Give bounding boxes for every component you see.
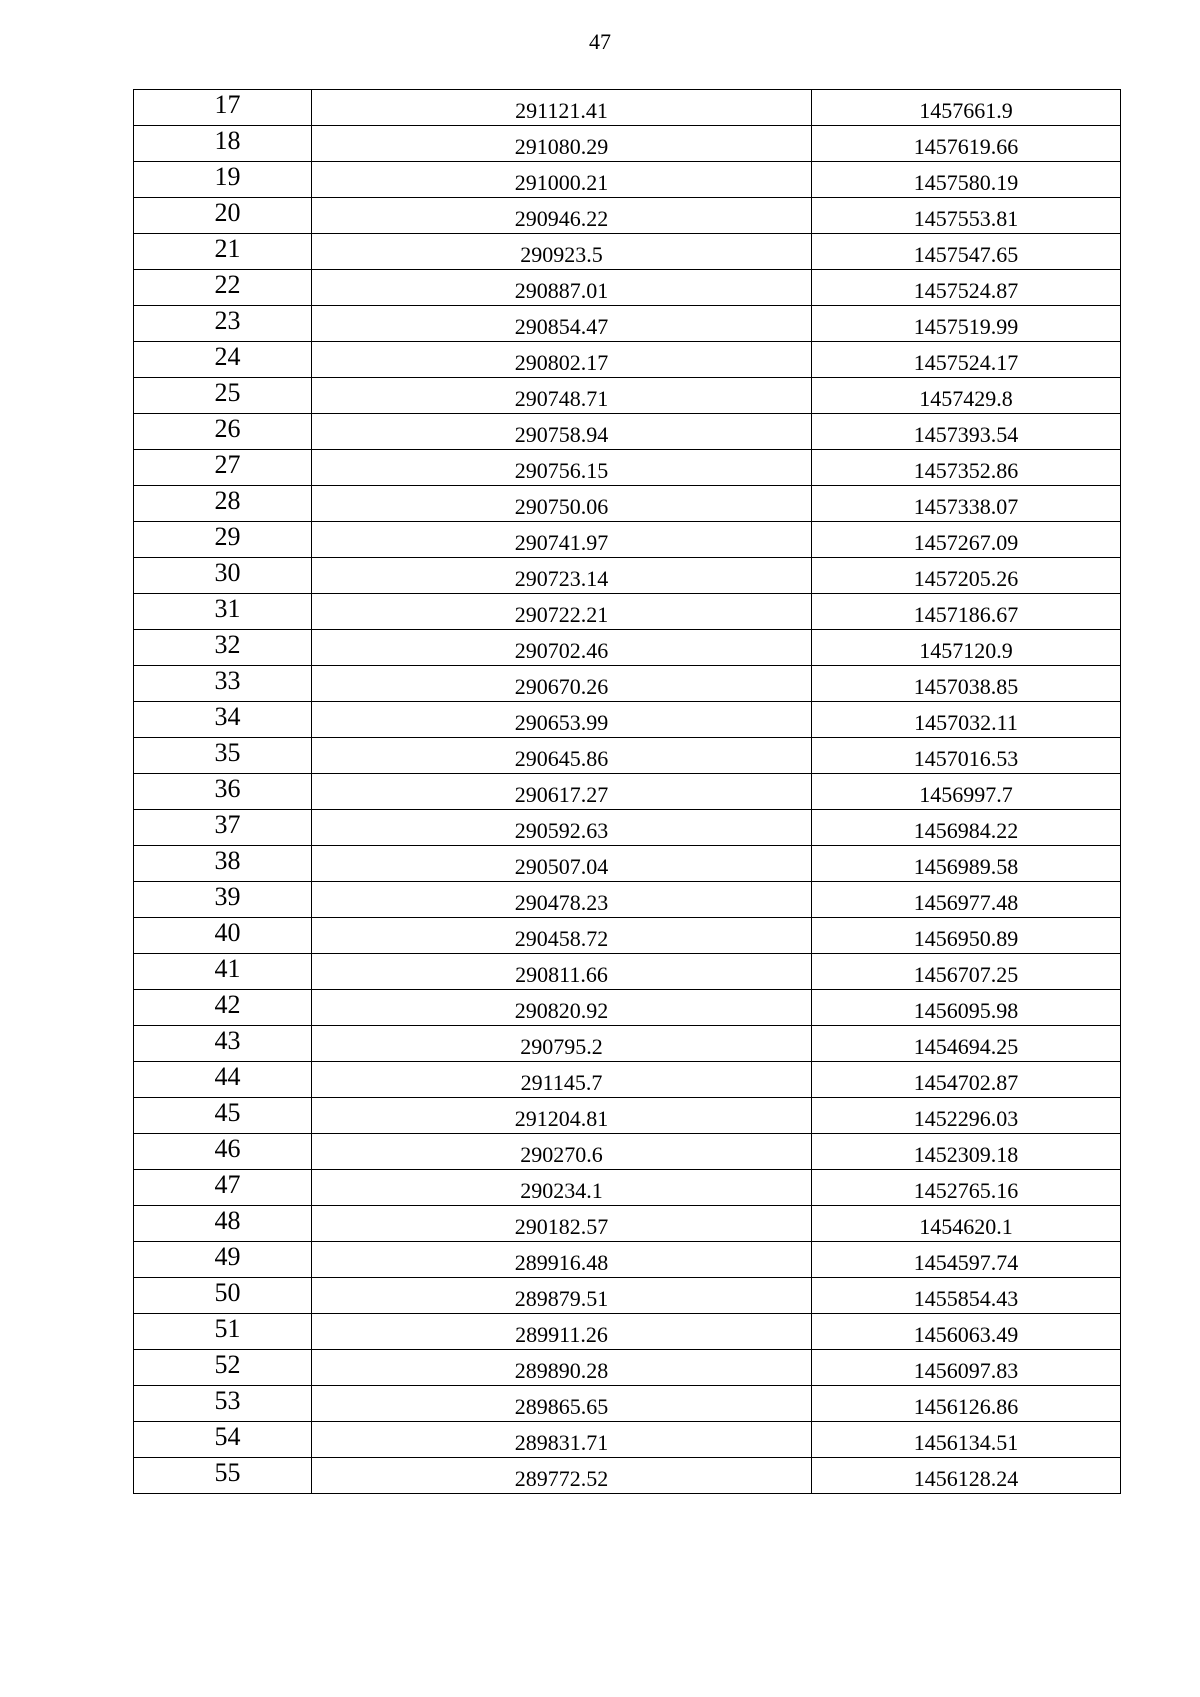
y-coordinate-cell-text: 1456984.22	[913, 818, 1019, 843]
y-coordinate-cell-text: 1454620.1	[919, 1214, 1013, 1239]
x-coordinate-cell	[312, 306, 812, 342]
table-row	[134, 738, 1121, 774]
table-row	[134, 918, 1121, 954]
table-row	[134, 990, 1121, 1026]
x-coordinate-cell	[312, 486, 812, 522]
y-coordinate-cell	[812, 90, 1121, 126]
point-number-cell	[134, 270, 312, 306]
y-coordinate-cell-text: 1456126.86	[913, 1394, 1019, 1419]
point-number-cell	[134, 486, 312, 522]
y-coordinate-cell-text: 1457619.66	[913, 134, 1019, 159]
x-coordinate-cell-text: 290748.71	[514, 386, 609, 411]
x-coordinate-cell-text: 289865.65	[514, 1394, 609, 1419]
point-number-cell-text: 47	[214, 1170, 241, 1199]
y-coordinate-cell	[812, 1242, 1121, 1278]
y-coordinate-cell-text: 1456977.48	[913, 890, 1019, 915]
table-row	[134, 522, 1121, 558]
x-coordinate-cell	[312, 702, 812, 738]
y-coordinate-cell-text: 1457120.9	[919, 638, 1013, 663]
point-number-cell-text: 33	[214, 666, 241, 695]
point-number-cell	[134, 666, 312, 702]
point-number-cell	[134, 1350, 312, 1386]
y-coordinate-cell-text: 1454702.87	[913, 1070, 1019, 1095]
point-number-cell	[134, 234, 312, 270]
x-coordinate-cell-text: 290270.6	[520, 1142, 603, 1167]
x-coordinate-cell	[312, 1278, 812, 1314]
x-coordinate-cell-text: 291204.81	[514, 1106, 609, 1131]
y-coordinate-cell	[812, 1314, 1121, 1350]
y-coordinate-cell	[812, 666, 1121, 702]
y-coordinate-cell	[812, 1170, 1121, 1206]
table-row	[134, 1062, 1121, 1098]
y-coordinate-cell	[812, 846, 1121, 882]
x-coordinate-cell	[312, 810, 812, 846]
point-number-cell-text: 39	[214, 882, 241, 911]
point-number-cell	[134, 1386, 312, 1422]
x-coordinate-cell	[312, 522, 812, 558]
y-coordinate-cell	[812, 558, 1121, 594]
y-coordinate-cell-text: 1452765.16	[913, 1178, 1019, 1203]
point-number-cell-text: 24	[214, 342, 241, 371]
x-coordinate-cell	[312, 882, 812, 918]
y-coordinate-cell-text: 1457429.8	[919, 386, 1013, 411]
x-coordinate-cell	[312, 1422, 812, 1458]
x-coordinate-cell-text: 290645.86	[514, 746, 609, 771]
y-coordinate-cell	[812, 198, 1121, 234]
point-number-cell	[134, 1062, 312, 1098]
x-coordinate-cell	[312, 594, 812, 630]
y-coordinate-cell-text: 1454597.74	[913, 1250, 1019, 1275]
x-coordinate-cell	[312, 90, 812, 126]
y-coordinate-cell	[812, 234, 1121, 270]
point-number-cell	[134, 342, 312, 378]
x-coordinate-cell	[312, 198, 812, 234]
point-number-cell	[134, 1242, 312, 1278]
y-coordinate-cell	[812, 1458, 1121, 1494]
table-row	[134, 378, 1121, 414]
x-coordinate-cell	[312, 558, 812, 594]
y-coordinate-cell	[812, 450, 1121, 486]
point-number-cell-text: 22	[214, 270, 241, 299]
table-row	[134, 558, 1121, 594]
x-coordinate-cell-text: 290750.06	[514, 494, 609, 519]
point-number-cell	[134, 306, 312, 342]
table-row	[134, 846, 1121, 882]
table-row	[134, 126, 1121, 162]
point-number-cell	[134, 1170, 312, 1206]
y-coordinate-cell	[812, 342, 1121, 378]
y-coordinate-cell-text: 1456095.98	[913, 998, 1019, 1023]
x-coordinate-cell-text: 291145.7	[520, 1070, 603, 1095]
point-number-cell-text: 43	[214, 1026, 241, 1055]
point-number-cell	[134, 1098, 312, 1134]
table-row	[134, 1206, 1121, 1242]
point-number-cell	[134, 378, 312, 414]
x-coordinate-cell-text: 290854.47	[514, 314, 609, 339]
point-number-cell-text: 19	[214, 162, 241, 191]
y-coordinate-cell	[812, 774, 1121, 810]
x-coordinate-cell-text: 290723.14	[514, 566, 609, 591]
point-number-cell	[134, 90, 312, 126]
x-coordinate-cell-text: 290478.23	[514, 890, 609, 915]
point-number-cell-text: 17	[214, 90, 241, 119]
point-number-cell	[134, 1422, 312, 1458]
y-coordinate-cell	[812, 594, 1121, 630]
y-coordinate-cell	[812, 486, 1121, 522]
table-row	[134, 810, 1121, 846]
point-number-cell	[134, 198, 312, 234]
y-coordinate-cell-text: 1457038.85	[913, 674, 1019, 699]
point-number-cell	[134, 702, 312, 738]
table-row	[134, 1386, 1121, 1422]
table-row	[134, 774, 1121, 810]
y-coordinate-cell-text: 1456097.83	[913, 1358, 1019, 1383]
x-coordinate-cell	[312, 1314, 812, 1350]
x-coordinate-cell-text: 290802.17	[514, 350, 609, 375]
point-number-cell-text: 52	[214, 1350, 241, 1379]
point-number-cell-text: 26	[214, 414, 241, 443]
y-coordinate-cell-text: 1457032.11	[914, 710, 1018, 735]
point-number-cell-text: 30	[214, 558, 241, 587]
x-coordinate-cell-text: 290722.21	[514, 602, 609, 627]
x-coordinate-cell	[312, 738, 812, 774]
y-coordinate-cell-text: 1457267.09	[913, 530, 1019, 555]
y-coordinate-cell-text: 1457352.86	[913, 458, 1019, 483]
x-coordinate-cell	[312, 1458, 812, 1494]
point-number-cell	[134, 1134, 312, 1170]
table-row	[134, 234, 1121, 270]
y-coordinate-cell	[812, 630, 1121, 666]
table-row	[134, 414, 1121, 450]
x-coordinate-cell-text: 290507.04	[514, 854, 609, 879]
y-coordinate-cell-text: 1457393.54	[913, 422, 1019, 447]
x-coordinate-cell	[312, 1062, 812, 1098]
point-number-cell	[134, 774, 312, 810]
y-coordinate-cell-text: 1456989.58	[913, 854, 1019, 879]
table-row	[134, 702, 1121, 738]
y-coordinate-cell	[812, 270, 1121, 306]
x-coordinate-cell	[312, 1242, 812, 1278]
x-coordinate-cell	[312, 378, 812, 414]
table-row	[134, 450, 1121, 486]
coordinates-table	[133, 89, 1121, 1494]
x-coordinate-cell-text: 290617.27	[514, 782, 609, 807]
x-coordinate-cell	[312, 1350, 812, 1386]
x-coordinate-cell-text: 290182.57	[514, 1214, 609, 1239]
table-row	[134, 90, 1121, 126]
y-coordinate-cell	[812, 738, 1121, 774]
point-number-cell	[134, 522, 312, 558]
x-coordinate-cell-text: 290887.01	[514, 278, 609, 303]
point-number-cell-text: 41	[214, 954, 241, 983]
y-coordinate-cell	[812, 522, 1121, 558]
y-coordinate-cell	[812, 1026, 1121, 1062]
point-number-cell	[134, 558, 312, 594]
table-row	[134, 198, 1121, 234]
x-coordinate-cell	[312, 162, 812, 198]
x-coordinate-cell-text: 290741.97	[514, 530, 609, 555]
y-coordinate-cell-text: 1457524.17	[913, 350, 1019, 375]
table-row	[134, 1314, 1121, 1350]
x-coordinate-cell-text: 289911.26	[515, 1322, 608, 1347]
x-coordinate-cell	[312, 414, 812, 450]
x-coordinate-cell-text: 290702.46	[514, 638, 609, 663]
point-number-cell	[134, 594, 312, 630]
point-number-cell-text: 53	[214, 1386, 241, 1415]
table-row	[134, 954, 1121, 990]
point-number-cell	[134, 882, 312, 918]
point-number-cell-text: 48	[214, 1206, 241, 1235]
point-number-cell	[134, 450, 312, 486]
y-coordinate-cell-text: 1457338.07	[913, 494, 1019, 519]
x-coordinate-cell	[312, 234, 812, 270]
x-coordinate-cell	[312, 126, 812, 162]
table-row	[134, 270, 1121, 306]
y-coordinate-cell	[812, 954, 1121, 990]
x-coordinate-cell	[312, 1134, 812, 1170]
x-coordinate-cell-text: 291121.41	[515, 98, 608, 123]
y-coordinate-cell	[812, 1278, 1121, 1314]
x-coordinate-cell	[312, 1170, 812, 1206]
x-coordinate-cell-text: 289916.48	[514, 1250, 609, 1275]
y-coordinate-cell-text: 1456128.24	[913, 1466, 1019, 1491]
point-number-cell-text: 18	[214, 126, 241, 155]
x-coordinate-cell-text: 290946.22	[514, 206, 609, 231]
y-coordinate-cell-text: 1457205.26	[913, 566, 1019, 591]
point-number-cell	[134, 810, 312, 846]
point-number-cell-text: 44	[214, 1062, 241, 1091]
y-coordinate-cell	[812, 126, 1121, 162]
x-coordinate-cell	[312, 990, 812, 1026]
x-coordinate-cell	[312, 954, 812, 990]
y-coordinate-cell	[812, 990, 1121, 1026]
table-row	[134, 630, 1121, 666]
y-coordinate-cell-text: 1457016.53	[913, 746, 1019, 771]
x-coordinate-cell	[312, 666, 812, 702]
point-number-cell-text: 34	[214, 702, 241, 731]
table-row	[134, 486, 1121, 522]
x-coordinate-cell-text: 290820.92	[514, 998, 609, 1023]
x-coordinate-cell-text: 289772.52	[514, 1466, 609, 1491]
point-number-cell-text: 35	[214, 738, 241, 767]
table-row	[134, 666, 1121, 702]
x-coordinate-cell-text: 289890.28	[514, 1358, 609, 1383]
table-row	[134, 1098, 1121, 1134]
point-number-cell	[134, 738, 312, 774]
y-coordinate-cell-text: 1457580.19	[913, 170, 1019, 195]
x-coordinate-cell-text: 290592.63	[514, 818, 609, 843]
x-coordinate-cell	[312, 342, 812, 378]
point-number-cell-text: 51	[214, 1314, 241, 1343]
x-coordinate-cell-text: 290653.99	[514, 710, 609, 735]
x-coordinate-cell	[312, 450, 812, 486]
point-number-cell-text: 49	[214, 1242, 241, 1271]
table-row	[134, 162, 1121, 198]
y-coordinate-cell	[812, 162, 1121, 198]
point-number-cell	[134, 990, 312, 1026]
x-coordinate-cell	[312, 1098, 812, 1134]
x-coordinate-cell	[312, 1026, 812, 1062]
point-number-cell-text: 21	[214, 234, 241, 263]
y-coordinate-cell-text: 1454694.25	[913, 1034, 1019, 1059]
table-row	[134, 306, 1121, 342]
point-number-cell-text: 29	[214, 522, 241, 551]
y-coordinate-cell-text: 1452296.03	[913, 1106, 1019, 1131]
point-number-cell-text: 36	[214, 774, 241, 803]
y-coordinate-cell-text: 1457661.9	[919, 98, 1013, 123]
table-row	[134, 1134, 1121, 1170]
x-coordinate-cell-text: 289831.71	[514, 1430, 609, 1455]
table-row	[134, 342, 1121, 378]
y-coordinate-cell	[812, 378, 1121, 414]
point-number-cell	[134, 1278, 312, 1314]
x-coordinate-cell-text: 289879.51	[514, 1286, 609, 1311]
y-coordinate-cell	[812, 414, 1121, 450]
y-coordinate-cell-text: 1456997.7	[919, 782, 1013, 807]
point-number-cell-text: 23	[214, 306, 241, 335]
x-coordinate-cell-text: 291000.21	[514, 170, 609, 195]
coordinates-table-body	[134, 90, 1121, 1494]
point-number-cell	[134, 630, 312, 666]
x-coordinate-cell	[312, 1206, 812, 1242]
y-coordinate-cell	[812, 1386, 1121, 1422]
y-coordinate-cell	[812, 306, 1121, 342]
point-number-cell-text: 42	[214, 990, 241, 1019]
x-coordinate-cell-text: 290923.5	[520, 242, 603, 267]
y-coordinate-cell	[812, 1098, 1121, 1134]
y-coordinate-cell-text: 1452309.18	[913, 1142, 1019, 1167]
point-number-cell-text: 40	[214, 918, 241, 947]
table-row	[134, 1242, 1121, 1278]
x-coordinate-cell-text: 291080.29	[514, 134, 609, 159]
point-number-cell	[134, 1314, 312, 1350]
point-number-cell-text: 45	[214, 1098, 241, 1127]
x-coordinate-cell-text: 290811.66	[515, 962, 608, 987]
table-row	[134, 882, 1121, 918]
point-number-cell	[134, 414, 312, 450]
y-coordinate-cell	[812, 1422, 1121, 1458]
point-number-cell	[134, 162, 312, 198]
y-coordinate-cell-text: 1456707.25	[913, 962, 1019, 987]
table-row	[134, 1170, 1121, 1206]
y-coordinate-cell	[812, 702, 1121, 738]
point-number-cell	[134, 846, 312, 882]
point-number-cell	[134, 1458, 312, 1494]
x-coordinate-cell-text: 290458.72	[514, 926, 609, 951]
y-coordinate-cell-text: 1457553.81	[913, 206, 1019, 231]
y-coordinate-cell	[812, 1206, 1121, 1242]
table-row	[134, 1458, 1121, 1494]
x-coordinate-cell-text: 290670.26	[514, 674, 609, 699]
point-number-cell-text: 38	[214, 846, 241, 875]
y-coordinate-cell	[812, 1134, 1121, 1170]
y-coordinate-cell	[812, 1062, 1121, 1098]
x-coordinate-cell	[312, 630, 812, 666]
page-number: 47	[589, 29, 611, 54]
point-number-cell	[134, 126, 312, 162]
point-number-cell	[134, 1206, 312, 1242]
y-coordinate-cell	[812, 810, 1121, 846]
y-coordinate-cell-text: 1456063.49	[913, 1322, 1019, 1347]
x-coordinate-cell-text: 290758.94	[514, 422, 609, 447]
x-coordinate-cell-text: 290795.2	[520, 1034, 603, 1059]
y-coordinate-cell-text: 1456134.51	[913, 1430, 1019, 1455]
point-number-cell-text: 28	[214, 486, 241, 515]
y-coordinate-cell-text: 1457524.87	[913, 278, 1019, 303]
y-coordinate-cell-text: 1456950.89	[913, 926, 1019, 951]
table-row	[134, 1026, 1121, 1062]
point-number-cell-text: 46	[214, 1134, 241, 1163]
point-number-cell-text: 25	[214, 378, 241, 407]
x-coordinate-cell-text: 290234.1	[520, 1178, 603, 1203]
point-number-cell-text: 55	[214, 1458, 241, 1487]
point-number-cell	[134, 918, 312, 954]
y-coordinate-cell	[812, 918, 1121, 954]
y-coordinate-cell-text: 1457186.67	[913, 602, 1019, 627]
point-number-cell-text: 32	[214, 630, 241, 659]
y-coordinate-cell-text: 1455854.43	[913, 1286, 1019, 1311]
x-coordinate-cell	[312, 774, 812, 810]
point-number-cell-text: 31	[214, 594, 241, 623]
y-coordinate-cell-text: 1457547.65	[913, 242, 1019, 267]
point-number-cell-text: 50	[214, 1278, 241, 1307]
x-coordinate-cell	[312, 270, 812, 306]
table-row	[134, 1278, 1121, 1314]
table-row	[134, 1350, 1121, 1386]
point-number-cell-text: 37	[214, 810, 241, 839]
y-coordinate-cell	[812, 1350, 1121, 1386]
y-coordinate-cell-text: 1457519.99	[913, 314, 1019, 339]
point-number-cell-text: 27	[214, 450, 241, 479]
table-row	[134, 594, 1121, 630]
x-coordinate-cell-text: 290756.15	[514, 458, 609, 483]
x-coordinate-cell	[312, 918, 812, 954]
table-row	[134, 1422, 1121, 1458]
point-number-cell	[134, 954, 312, 990]
point-number-cell-text: 20	[214, 198, 241, 227]
point-number-cell	[134, 1026, 312, 1062]
x-coordinate-cell	[312, 1386, 812, 1422]
point-number-cell-text: 54	[214, 1422, 241, 1451]
y-coordinate-cell	[812, 882, 1121, 918]
x-coordinate-cell	[312, 846, 812, 882]
